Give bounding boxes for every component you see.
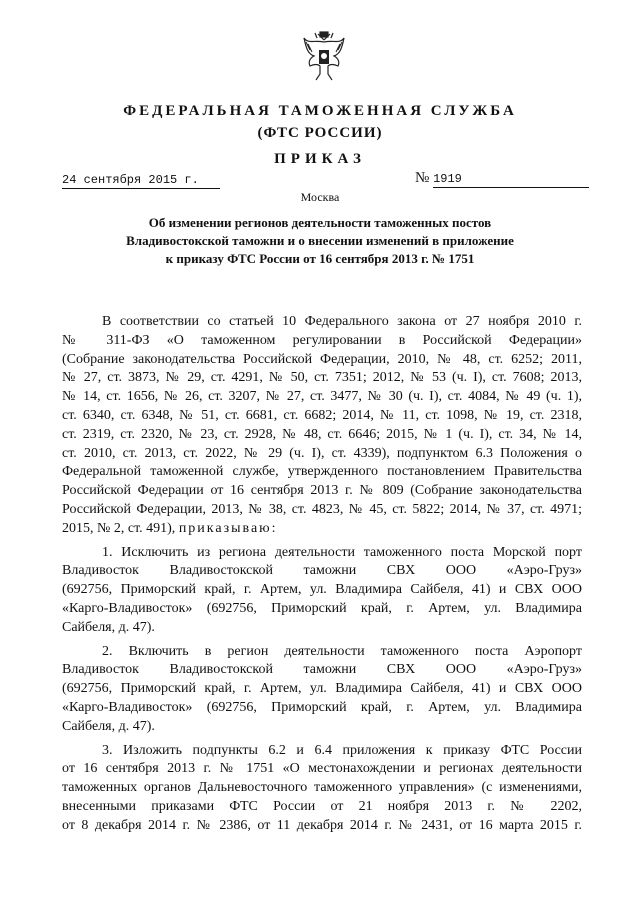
preamble-line: № 14, ст. 1656, № 26, ст. 3207, № 27, ст. 3477, № 30 (ч. I), ст. 4084, № 49 (ч. 1), bbox=[62, 389, 582, 405]
preamble-line: ст. 6340, ст. 6348, № 51, ст. 6681, ст. 6682; 2014, № 11, ст. 1098, № 19, ст. 2318, bbox=[62, 407, 582, 423]
item3-line: от 16 сентября 2013 г. № 1751 «О местонахождении и регионах деятельности bbox=[62, 761, 582, 777]
item3-line: таможенных органов Дальневосточного таможенного управления» (с изменениями, bbox=[62, 780, 582, 796]
item2-line: Владивосток Владивостокской таможни СВХ ООО «Аэро-Груз» bbox=[62, 662, 582, 678]
preamble-line: № 27, ст. 3873, № 29, ст. 4291, № 50, ст. 7351; 2012, № 53 (ч. I), ст. 7608; 2013, bbox=[62, 370, 582, 386]
order-title bbox=[100, 214, 540, 268]
item2-line: «Карго-Владивосток» (692756, Приморский край, г. Артем, ул. Владимира bbox=[62, 699, 582, 715]
issue-city: Москва bbox=[300, 190, 340, 204]
preamble-last-line bbox=[62, 520, 582, 539]
title-line: Об изменении регионов деятельности таможенных постов bbox=[148, 215, 492, 230]
order-body bbox=[62, 313, 582, 836]
preamble-line: Российской Федерации от 16 сентября 2013 г. № 809 (Собрание законодательства bbox=[62, 483, 582, 499]
preamble-line: ст. 2319, ст. 2320, № 23, ст. 2928, № 48, ст. 6646; 2015, № 1 (ч. I), ст. 34, № 14, bbox=[62, 426, 582, 442]
item2-line: (692756, Приморский край, г. Артем, ул. Владимира Сайбеля, 41) и СВХ ООО bbox=[62, 681, 582, 697]
preamble-line: (Собрание законодательства Российской Федерации, 2010, № 48, ст. 6252; 2011, bbox=[62, 351, 582, 367]
item1-line: «Карго-Владивосток» (692756, Приморский край, г. Артем, ул. Владимира bbox=[62, 600, 582, 616]
preamble-line: Федеральной таможенной службе, утвержденного постановлением Правительства bbox=[62, 464, 582, 480]
item1-line: 1. Исключить из региона деятельности таможенного поста Морской порт bbox=[102, 544, 582, 560]
item1-line: Владивосток Владивостокской таможни СВХ ООО «Аэро-Груз» bbox=[62, 563, 582, 579]
preamble-line: № 311-ФЗ «О таможенном регулировании в Российской Федерации» bbox=[62, 332, 582, 348]
item1-line: Сайбеля, д. 47). bbox=[62, 619, 155, 635]
item1-line: (692756, Приморский край, г. Артем, ул. Владимира Сайбеля, 41) и СВХ ООО bbox=[62, 582, 582, 598]
order-command: приказываю: bbox=[178, 520, 278, 536]
item3-line: 3. Изложить подпункты 6.2 и 6.4 приложения к приказу ФТС России bbox=[102, 742, 582, 758]
number-sign: № bbox=[415, 170, 430, 186]
preamble-line: Российской Федерации, 2013, № 38, ст. 4823, № 45, ст. 5822; 2014, № 37, ст. 4971; bbox=[62, 501, 582, 517]
order-date: 24 сентября 2015 г. bbox=[62, 173, 220, 189]
item3-line: от 8 декабря 2014 г. № 2386, от 11 декабря 2014 г. № 2431, от 16 марта 2015 г. bbox=[62, 817, 582, 833]
coat-of-arms-emblem bbox=[302, 30, 346, 82]
organization-abbreviation: (ФТС РОССИИ) bbox=[257, 125, 383, 141]
document-type: ПРИКАЗ bbox=[274, 151, 366, 167]
preamble-end: 2015, № 2, ст. 491), bbox=[62, 520, 176, 536]
item3-line: внесенными приказами ФТС России от 21 ноября 2013 г. № 2202, bbox=[62, 798, 582, 814]
title-line: к приказу ФТС России от 16 сентября 2013 г. № 1751 bbox=[165, 251, 475, 266]
item2-line: 2. Включить в регион деятельности таможенного поста Аэропорт bbox=[102, 643, 582, 659]
preamble-line: ст. 2010, ст. 2013, ст. 2022, № 29 (ч. I), ст. 4339), подпунктом 6.3 Положения о bbox=[62, 445, 582, 461]
order-number bbox=[415, 170, 589, 188]
order-number-value: 1919 bbox=[433, 172, 589, 188]
item2-line: Сайбеля, д. 47). bbox=[62, 718, 155, 734]
preamble-line: В соответствии со статьей 10 Федерального закона от 27 ноября 2010 г. bbox=[102, 314, 582, 329]
organization-name: ФЕДЕРАЛЬНАЯ ТАМОЖЕННАЯ СЛУЖБА bbox=[123, 103, 517, 119]
title-line: Владивостокской таможни и о внесении изменений в приложение bbox=[126, 233, 514, 248]
